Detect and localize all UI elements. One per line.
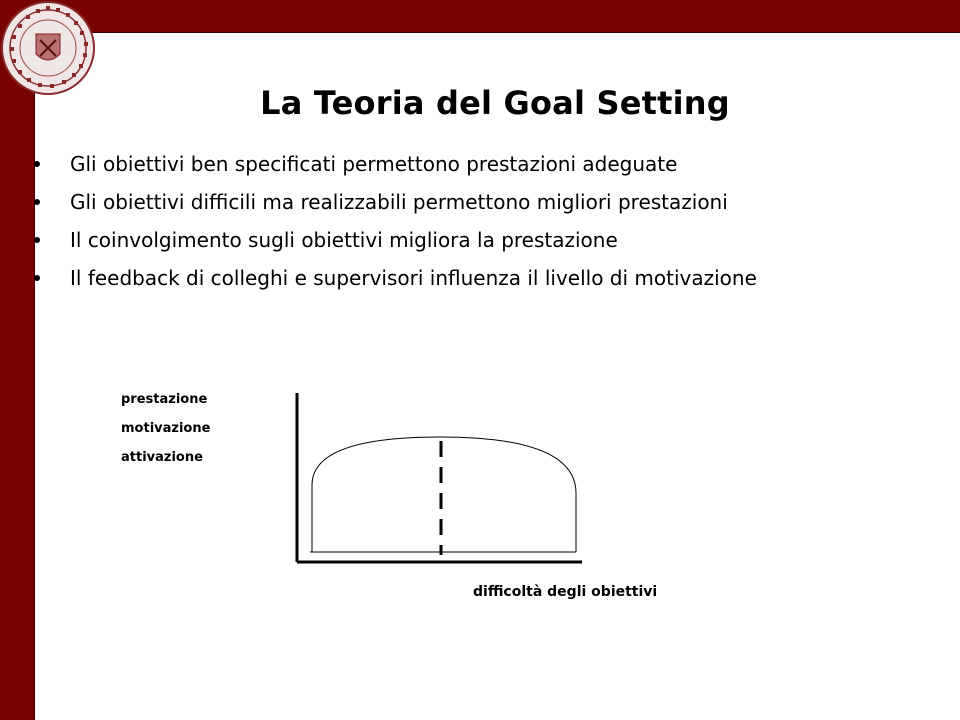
bullet-dot-icon — [34, 275, 40, 281]
inverted-u-diagram — [280, 385, 600, 575]
x-axis-label: difficoltà degli obiettivi — [473, 584, 658, 600]
inverted-u-curve — [312, 437, 576, 552]
bullet-dot-icon — [34, 199, 40, 205]
bullet-item — [34, 224, 934, 262]
bullet-text: Gli obiettivi difficili ma realizzabili permettono migliori prestazioni — [70, 190, 728, 214]
y-label-prestazione: prestazione — [121, 392, 208, 407]
bullet-item — [34, 148, 934, 186]
slide-title: La Teoria del Goal Setting — [260, 84, 730, 122]
bullet-item — [34, 262, 934, 300]
y-axis-labels — [121, 390, 210, 477]
y-label-attivazione: attivazione — [121, 450, 203, 465]
top-frame-bar — [34, 0, 960, 33]
bullet-text: Il feedback di colleghi e supervisori influenza il livello di motivazione — [70, 266, 757, 290]
bullet-dot-icon — [34, 237, 40, 243]
bullet-text: Gli obiettivi ben specificati permettono prestazioni adeguate — [70, 152, 678, 176]
bullet-item — [34, 186, 934, 224]
y-label-motivazione: motivazione — [121, 421, 211, 436]
bullet-list — [34, 148, 934, 300]
bullet-dot-icon — [34, 161, 40, 167]
bullet-text: Il coinvolgimento sugli obiettivi migliora la prestazione — [70, 228, 618, 252]
